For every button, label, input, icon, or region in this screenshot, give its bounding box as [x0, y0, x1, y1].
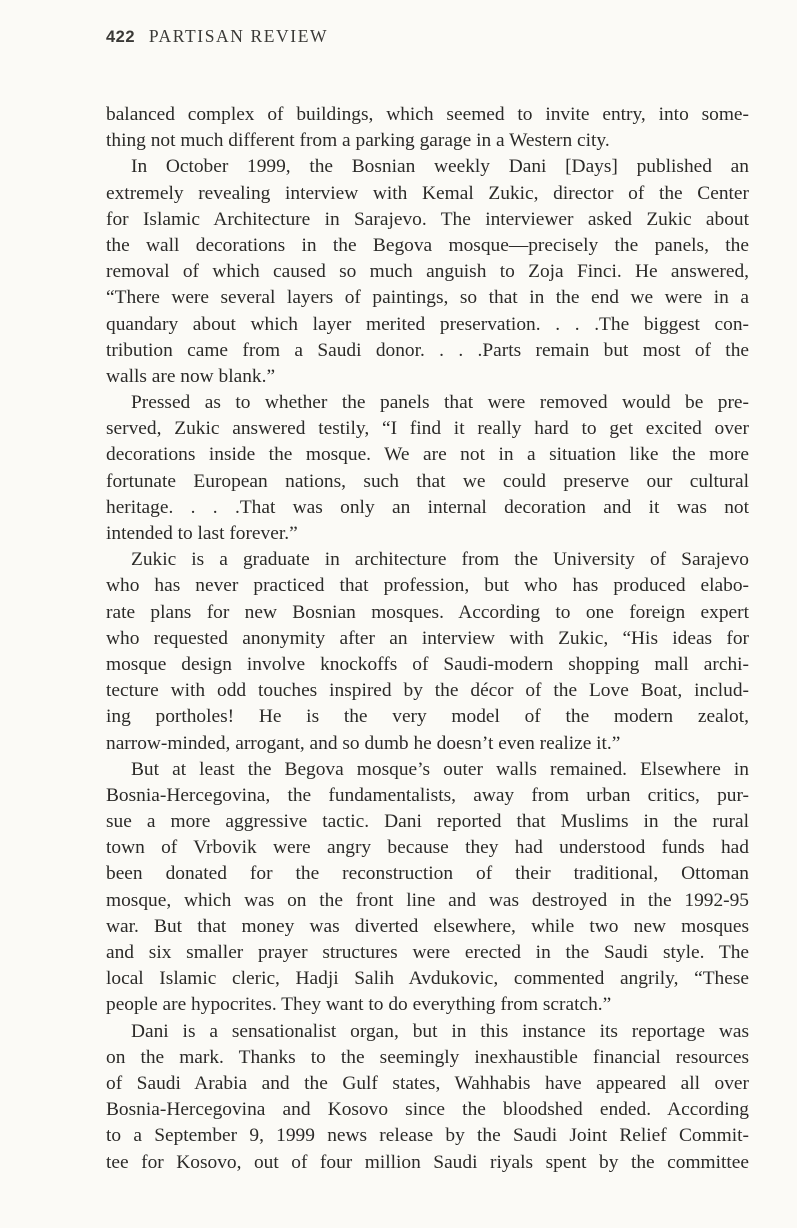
- text-line: balanced complex of buildings, which seemed to invite entry, into some-: [106, 104, 749, 125]
- text-line: people are hypocrites. They want to do everything from scratch.”: [106, 994, 612, 1016]
- text-line: Bosnia-Hercegovina and Kosovo since the bloodshed ended. According: [106, 1099, 749, 1121]
- journal-name: PARTISAN REVIEW: [148, 26, 329, 46]
- text-line: decorations inside the mosque. We are not in a situation like the more: [106, 444, 749, 466]
- text-line: of Saudi Arabia and the Gulf states, Wahhabis have appeared all over: [106, 1072, 749, 1094]
- text-line: mosque design involve knockoffs of Saudi-modern shopping mall archi-: [106, 653, 749, 675]
- text-line: served, Zukic answered testily, “I find it really hard to get excited over: [106, 418, 749, 440]
- text-line: heritage. . . .That was only an internal decoration and it was not: [106, 496, 749, 518]
- text-line: intended to last forever.”: [106, 523, 298, 544]
- text-line: who has never practiced that profession, but who has produced elabo-: [106, 575, 749, 597]
- text-line: for Islamic Architecture in Sarajevo. The interviewer asked Zukic about: [106, 208, 749, 230]
- text-line: to a September 9, 1999 news release by the Saudi Joint Relief Commit-: [106, 1125, 749, 1147]
- text-line: sue a more aggressive tactic. Dani reported that Muslims in the rural: [106, 811, 749, 833]
- text-line: local Islamic cleric, Hadji Salih Avdukovic, commented angrily, “These: [106, 968, 749, 990]
- text-line: extremely revealing interview with Kemal Zukic, director of the Center: [106, 182, 749, 204]
- text-line: ing portholes! He is the very model of the modern zealot,: [106, 706, 749, 728]
- text-line: thing not much different from a parking garage in a Western city.: [106, 130, 610, 152]
- text-line: tribution came from a Saudi donor. . . .Parts remain but most of the: [106, 339, 749, 361]
- text-line: Zukic is a graduate in architecture from the University of Sarajevo: [131, 549, 749, 571]
- text-line: mosque, which was on the front line and was destroyed in the 1992-95: [106, 889, 749, 911]
- text-line: But at least the Begova mosque’s outer walls remained. Elsewhere in: [131, 758, 749, 780]
- text-line: tee for Kosovo, out of four million Saudi riyals spent by the committee: [106, 1151, 749, 1173]
- text-line: In October 1999, the Bosnian weekly Dani [Days] published an: [131, 156, 749, 178]
- text-line: removal of which caused so much anguish to Zoja Finci. He answered,: [106, 261, 749, 283]
- text-line: “There were several layers of paintings, so that in the end we were in a: [106, 287, 749, 309]
- text-line: tecture with odd touches inspired by the décor of the Love Boat, includ-: [106, 680, 749, 702]
- text-line: war. But that money was diverted elsewhere, while two new mosques: [106, 915, 749, 937]
- text-line: on the mark. Thanks to the seemingly inexhaustible financial resources: [106, 1046, 749, 1068]
- text-line: Bosnia-Hercegovina, the fundamentalists, away from urban critics, pur-: [106, 784, 749, 806]
- text-line: Dani is a sensationalist organ, but in this instance its reportage was: [131, 1020, 749, 1042]
- text-line: rate plans for new Bosnian mosques. According to one foreign expert: [106, 601, 749, 623]
- text-line: the wall decorations in the Begova mosque—precisely the panels, the: [106, 234, 749, 256]
- text-line: narrow-minded, arrogant, and so dumb he doesn’t even realize it.”: [106, 732, 621, 754]
- text-line: and six smaller prayer structures were erected in the Saudi style. The: [106, 942, 749, 963]
- text-line: who requested anonymity after an interview with Zukic, “His ideas for: [106, 627, 749, 649]
- text-line: fortunate European nations, such that we could preserve our cultural: [106, 470, 749, 492]
- body-text: [106, 102, 749, 1176]
- text-line: quandary about which layer merited preservation. . . .The biggest con-: [106, 313, 749, 335]
- text-line: Pressed as to whether the panels that were removed would be pre-: [131, 392, 749, 414]
- running-head: [106, 26, 328, 47]
- text-line: town of Vrbovik were angry because they had understood funds had: [106, 837, 749, 859]
- page-number: 422: [106, 28, 136, 46]
- text-line: been donated for the reconstruction of their traditional, Ottoman: [106, 863, 749, 885]
- text-line: walls are now blank.”: [106, 365, 276, 387]
